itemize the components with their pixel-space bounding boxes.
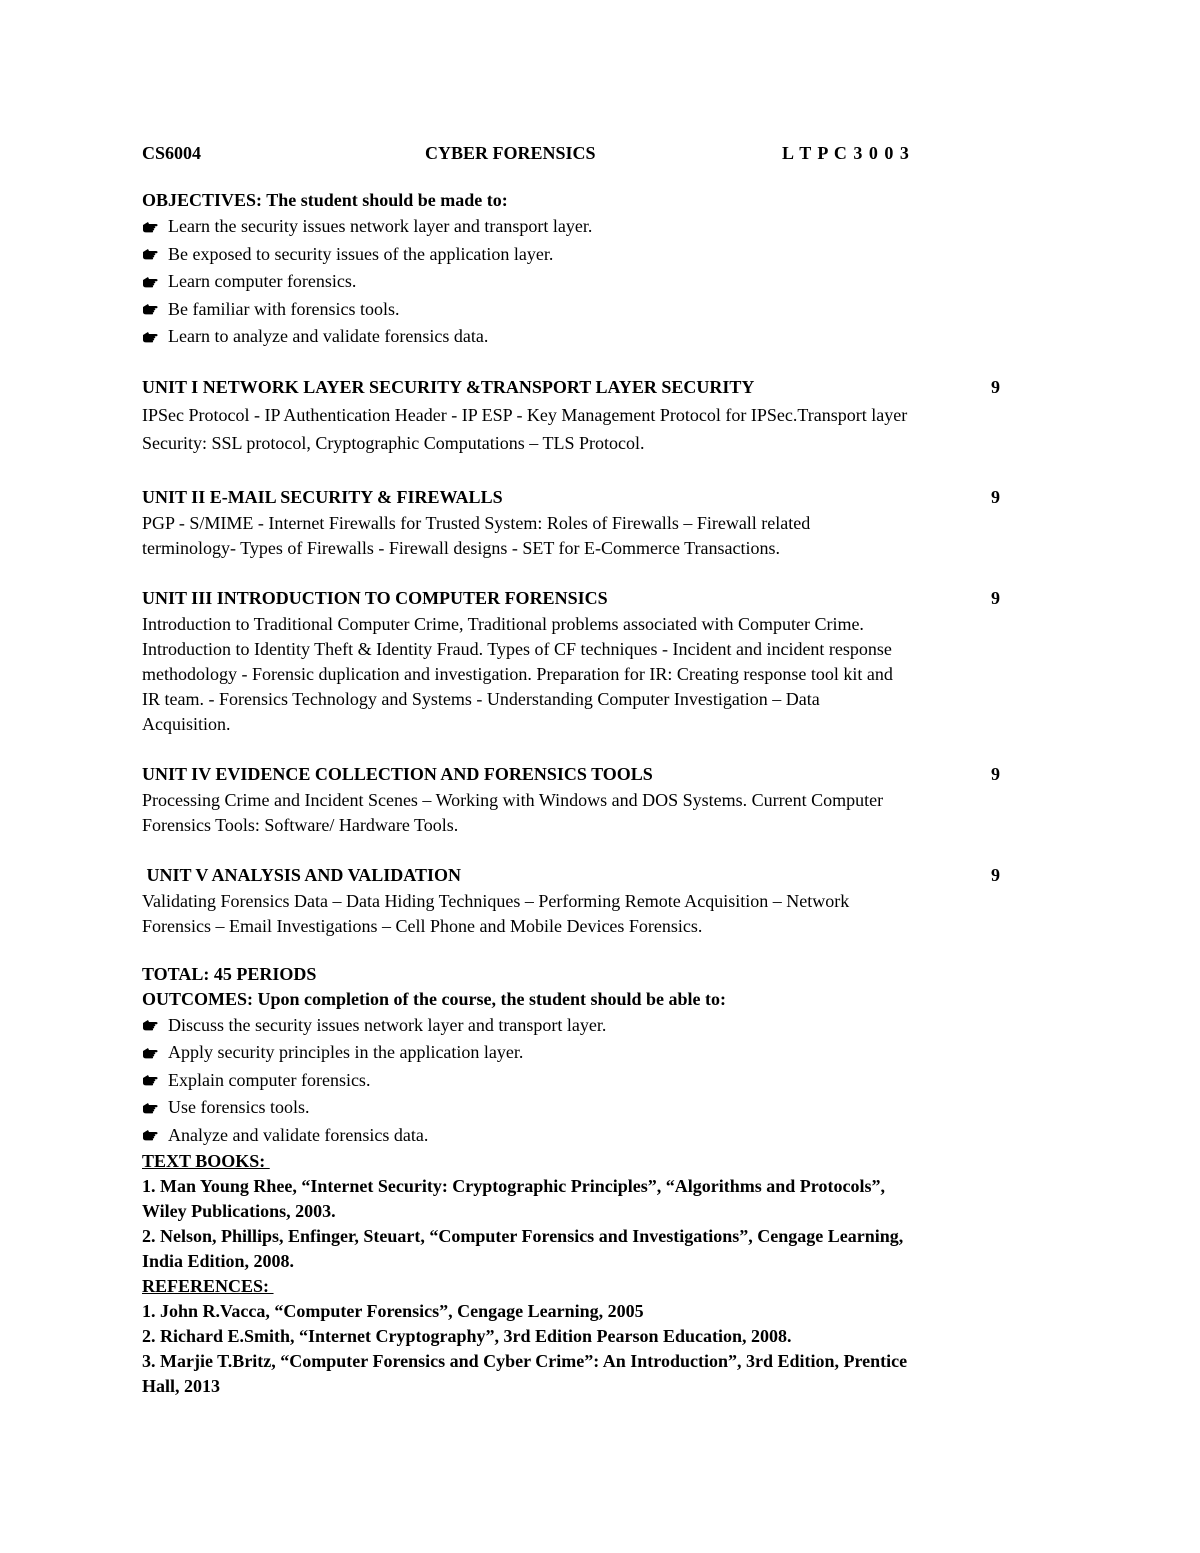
unit-description-line: Acquisition. [142,713,231,734]
unit-description-line: Processing Crime and Incident Scenes – Working with Windows and DOS Systems. Current Computer [142,789,884,810]
unit-heading [142,483,1062,511]
reference-line: Hall, 2013 [142,1376,221,1396]
objectives-heading: OBJECTIVES: The student should be made to: [142,190,508,210]
course-ltpc: L T P C 3 0 0 3 [782,143,910,163]
text-book-line: India Edition, 2008. [142,1251,295,1271]
objective-item-text: Learn the security issues network layer and transport layer. [168,216,593,236]
unit-heading [142,584,1062,612]
unit-description-line: Validating Forensics Data – Data Hiding Techniques – Performing Remote Acquisition – Network [142,890,850,911]
outcome-item-text: Discuss the security issues network layer and transport layer. [168,1014,607,1035]
unit-block [142,483,1062,584]
unit-block [142,861,1062,962]
unit-block [142,584,1062,760]
reference-line: 2. Richard E.Smith, “Internet Cryptography”, 3rd Edition Pearson Education, 2008. [142,1326,792,1346]
unit-hours: 9 [991,587,1000,608]
hand-pointing-icon [142,1047,158,1059]
unit-title: UNIT III INTRODUCTION TO COMPUTER FORENSICS [142,587,608,608]
unit-title: UNIT I NETWORK LAYER SECURITY &TRANSPORT LAYER SECURITY [142,376,755,397]
outcomes-heading: OUTCOMES: Upon completion of the course, the student should be able to: [142,988,727,1009]
total-periods: TOTAL: 45 PERIODS [142,963,317,984]
unit-title: UNIT V ANALYSIS AND VALIDATION [142,864,461,885]
objective-item-text: Learn computer forensics. [168,271,357,291]
text-book-line: 1. Man Young Rhee, “Internet Security: Cryptographic Principles”, “Algorithms and Protocols”, [142,1176,885,1196]
objectives-list [142,213,1062,351]
references-list [142,1299,1062,1399]
outcome-item-text: Use forensics tools. [168,1097,310,1117]
hand-pointing-icon [142,248,158,260]
objective-item [142,213,1062,241]
hand-pointing-icon [142,1019,158,1031]
unit-block [142,760,1062,861]
objective-item-text: Be familiar with forensics tools. [168,298,400,319]
unit-title: UNIT IV EVIDENCE COLLECTION AND FORENSICS TOOLS [142,763,653,784]
unit-heading [142,373,1062,401]
outcome-item-text: Analyze and validate forensics data. [168,1124,429,1145]
hand-pointing-icon [142,303,158,315]
document-content [142,138,1062,1399]
course-header [142,138,1062,168]
unit-description-line: Introduction to Identity Theft & Identity Fraud. Types of CF techniques - Incident and incident response [142,638,892,659]
reference-line: 1. John R.Vacca, “Computer Forensics”, Cengage Learning, 2005 [142,1301,644,1321]
unit-description-line: terminology- Types of Firewalls - Firewall designs - SET for E-Commerce Transactions. [142,537,780,558]
unit-hours: 9 [991,486,1000,507]
course-code: CS6004 [142,143,202,163]
unit-description-line: PGP - S/MIME - Internet Firewalls for Trusted System: Roles of Firewalls – Firewall related [142,512,811,533]
unit-description-line: IR team. - Forensics Technology and Systems - Understanding Computer Investigation – Data [142,688,820,709]
reference-line: 3. Marjie T.Britz, “Computer Forensics and Cyber Crime”: An Introduction”, 3rd Edition, Prentice [142,1351,908,1371]
unit-hours: 9 [991,376,1000,397]
unit-hours: 9 [991,864,1000,885]
objective-item [142,268,1062,296]
objective-item [142,323,1062,351]
objective-item [142,296,1062,324]
unit-description-line: methodology - Forensic duplication and investigation. Preparation for IR: Creating response tool kit and [142,663,893,684]
text-books-heading: TEXT BOOKS: [142,1151,270,1171]
hand-pointing-icon [142,1074,158,1086]
hand-pointing-icon [142,1102,158,1114]
outcome-item [142,1122,1062,1150]
unit-description-line: Forensics – Email Investigations – Cell Phone and Mobile Devices Forensics. [142,915,703,936]
unit-heading [142,760,1062,788]
outcome-item [142,1094,1062,1122]
outcome-item [142,1039,1062,1067]
units-section [142,373,1062,962]
unit-description-line: Introduction to Traditional Computer Crime, Traditional problems associated with Computer Crime. [142,613,864,634]
text-book-line: Wiley Publications, 2003. [142,1201,336,1221]
references-heading: REFERENCES: [142,1276,274,1296]
hand-pointing-icon [142,221,158,233]
unit-block [142,373,1062,483]
objective-item [142,241,1062,269]
hand-pointing-icon [142,1129,158,1141]
outcome-item [142,1067,1062,1095]
outcome-item [142,1012,1062,1040]
objective-item-text: Learn to analyze and validate forensics data. [168,326,489,346]
unit-description-line: IPSec Protocol - IP Authentication Header - IP ESP - Key Management Protocol for IPSec.Transport layer [142,404,908,425]
outcome-item-text: Apply security principles in the application layer. [168,1042,524,1062]
outcome-item-text: Explain computer forensics. [168,1069,371,1090]
course-title: CYBER FORENSICS [425,143,596,163]
hand-pointing-icon [142,331,158,343]
objective-item-text: Be exposed to security issues of the application layer. [168,243,554,264]
unit-title: UNIT II E-MAIL SECURITY & FIREWALLS [142,486,503,507]
hand-pointing-icon [142,276,158,288]
outcomes-list [142,1012,1062,1150]
text-books-list [142,1174,1062,1274]
text-book-line: 2. Nelson, Phillips, Enfinger, Steuart, “Computer Forensics and Investigations”, Cengage Learning, [142,1226,904,1246]
unit-heading [142,861,1062,889]
unit-hours: 9 [991,763,1000,784]
unit-description-line: Forensics Tools: Software/ Hardware Tools. [142,814,459,835]
unit-description-line: Security: SSL protocol, Cryptographic Computations – TLS Protocol. [142,432,645,453]
